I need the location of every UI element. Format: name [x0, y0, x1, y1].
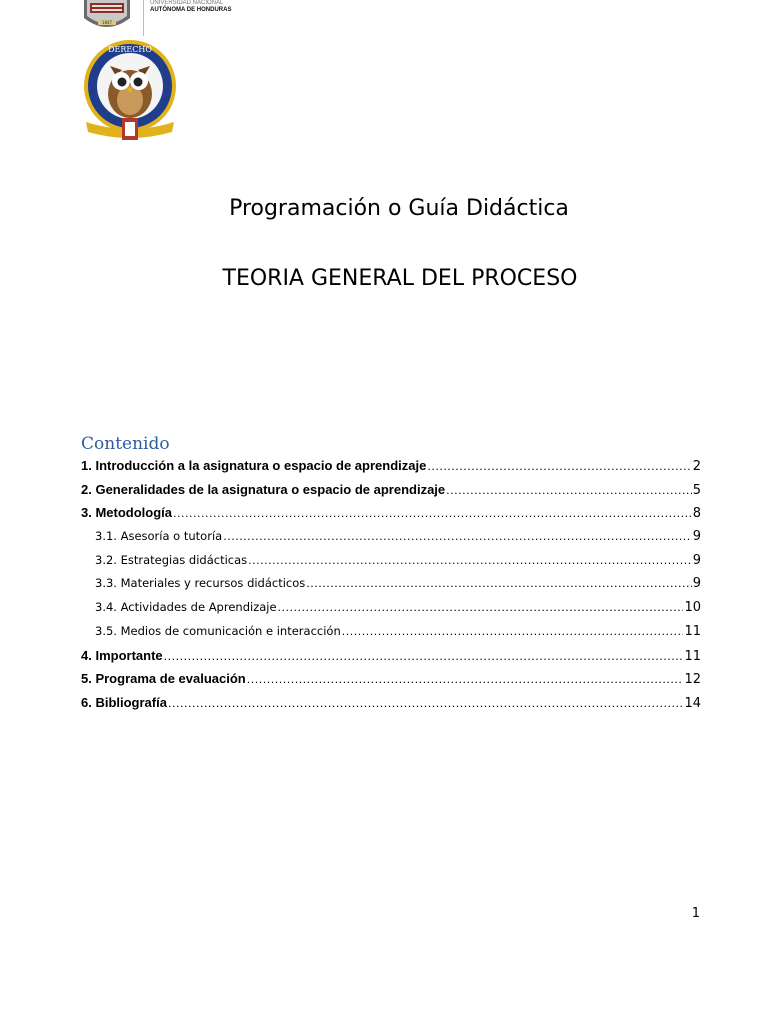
toc-entry-page: 5 [692, 482, 701, 498]
toc-heading: Contenido [81, 434, 170, 454]
toc-leader [168, 697, 683, 710]
toc-entry-page: 9 [692, 552, 701, 568]
toc-leader [278, 601, 684, 614]
course-title: TEORIA GENERAL DEL PROCESO [222, 266, 578, 291]
toc-entry-label: 2. Generalidades de la asignatura o espacio de aprendizaje [81, 481, 446, 497]
toc-entry-page: 10 [684, 600, 701, 616]
toc-leader [247, 673, 684, 686]
toc-entry[interactable] [81, 553, 701, 577]
toc-entry[interactable] [81, 648, 701, 672]
toc-entry[interactable] [81, 600, 701, 624]
derecho-owl-logo-icon [82, 36, 178, 148]
toc-entry-label: 4. Importante [81, 647, 163, 663]
toc-entry[interactable] [81, 458, 701, 482]
toc-leader [342, 625, 684, 638]
toc-entry-label: 1. Introducción a la asignatura o espacio de aprendizaje [81, 458, 427, 473]
logo-divider [143, 0, 144, 36]
unah-line2: AUTÓNOMA DE HONDURAS [150, 7, 232, 13]
toc-entry-page: 11 [684, 648, 701, 664]
toc-entry-label: 3.2. Estrategias didácticas [95, 552, 248, 567]
derecho-label: DERECHO [108, 45, 152, 54]
table-of-contents [81, 458, 701, 719]
toc-leader [164, 650, 684, 663]
toc-entry[interactable] [81, 695, 701, 719]
seal-year: 1847 [101, 20, 113, 25]
toc-entry-page: 14 [684, 695, 701, 711]
toc-entry[interactable] [81, 482, 701, 506]
toc-leader [306, 577, 691, 590]
unah-line1: UNIVERSIDAD NACIONAL [150, 0, 224, 6]
toc-entry-page: 12 [684, 672, 701, 688]
toc-entry[interactable] [81, 505, 701, 529]
toc-entry[interactable] [81, 529, 701, 553]
toc-entry-page: 2 [692, 459, 701, 474]
toc-entry[interactable] [81, 576, 701, 600]
toc-entry-label: 3.1. Asesoría o tutoría [95, 529, 223, 544]
toc-entry-label: 3.5. Medios de comunicación e interacción [95, 623, 341, 638]
toc-entry-page: 8 [692, 506, 701, 522]
toc-entry[interactable] [81, 624, 701, 648]
toc-entry-label: 3.4. Actividades de Aprendizaje [95, 600, 277, 615]
toc-entry-label: 6. Bibliografía [81, 694, 167, 710]
toc-entry-label: 5. Programa de evaluación [81, 671, 246, 687]
toc-entry-label: 3. Metodología [81, 505, 172, 521]
unah-name [150, 0, 250, 14]
toc-leader [427, 460, 691, 473]
toc-leader [173, 507, 692, 520]
document-title: Programación o Guía Didáctica [229, 196, 569, 221]
toc-entry-page: 9 [692, 576, 701, 592]
unah-seal-icon [80, 0, 134, 32]
toc-entry-label: 3.3. Materiales y recursos didácticos [95, 576, 306, 591]
toc-leader [446, 484, 692, 497]
header-logos [80, 0, 280, 40]
toc-entry-page: 9 [692, 529, 701, 545]
toc-leader [223, 530, 692, 543]
page-number: 1 [691, 906, 700, 921]
toc-entry[interactable] [81, 671, 701, 695]
toc-entry-page: 11 [684, 623, 701, 639]
toc-leader [248, 554, 692, 567]
